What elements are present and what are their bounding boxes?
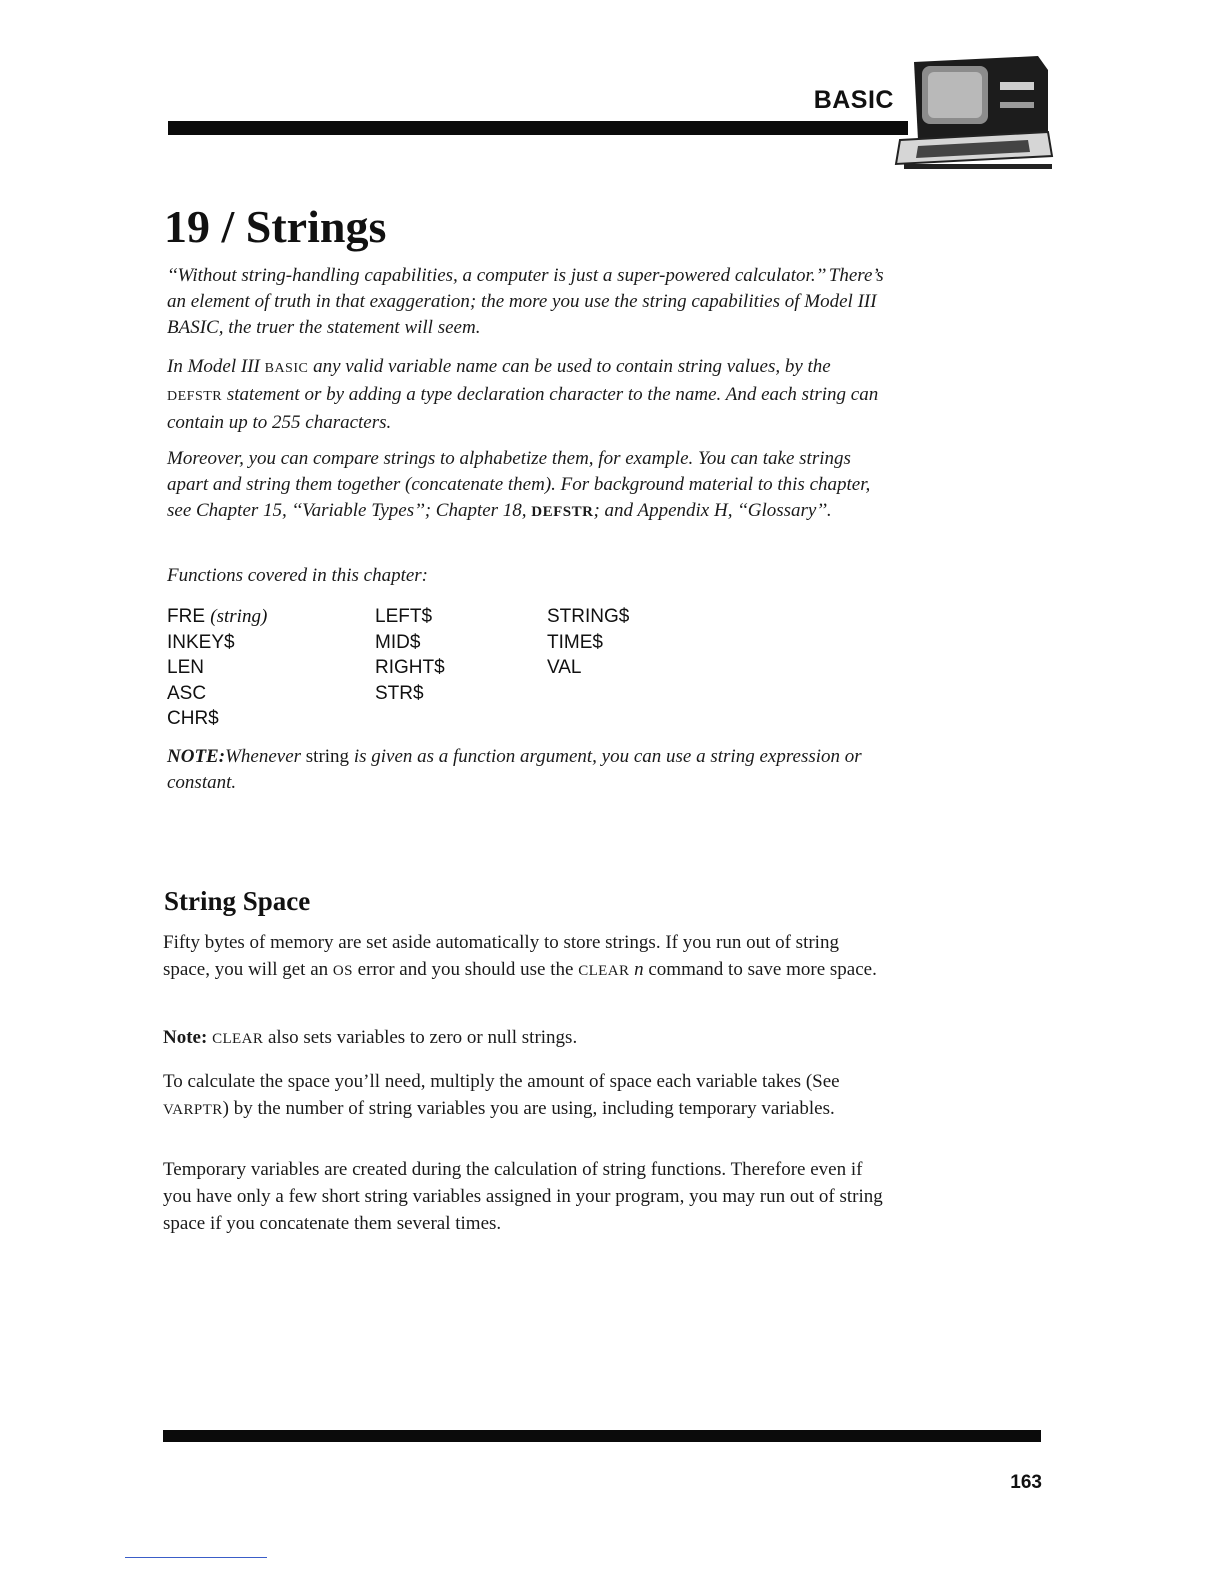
function-item: MID$ xyxy=(375,631,421,653)
intro-compare-paragraph: Moreover, you can compare strings to alphabetize them, for example. You can take strings apart and string them together (concatenate them). For background material to this chapter, see Chapter 15, ‘‘Variable Types’’; Chapter 18, DEFSTR; and Appendix H, ‘‘Glossary’’. xyxy=(167,448,871,521)
note-paragraph: NOTE:Whenever string is given as a function argument, you can use a string expression or constant. xyxy=(167,746,862,793)
function-item: RIGHT$ xyxy=(375,657,445,678)
function-item: STR$ xyxy=(375,682,424,704)
functions-column-1 xyxy=(167,604,347,732)
page-number: 163 xyxy=(1010,1472,1042,1493)
temporary-variables-paragraph: Temporary variables are created during the calculation of string functions. Therefore even if you have only a few short string variables assigned in your program, you may run out of string space if you concatenate them several times. xyxy=(163,1159,883,1234)
calculate-space-paragraph: To calculate the space you’ll need, multiply the amount of space each variable takes (See VARPTR) by the number of string variables you are using, including temporary variables. xyxy=(163,1071,840,1119)
function-item: INKEY$ xyxy=(167,631,235,653)
computer-illustration xyxy=(888,52,1060,176)
clear-note-paragraph: Note: CLEAR also sets variables to zero or null strings. xyxy=(163,1027,578,1048)
function-item: FRE (string) xyxy=(167,606,268,627)
function-item: TIME$ xyxy=(547,631,603,653)
intro-quote-paragraph: ‘‘Without string-handling capabilities, a computer is just a super-powered calculator.’’ There’s an element of truth in that exaggeration; the more you use the string capabilities of Model III BASIC, the truer the statement will seem. xyxy=(167,265,884,338)
footer-rule xyxy=(163,1430,1041,1442)
section-label: BASIC xyxy=(813,86,894,114)
function-item: CHR$ xyxy=(167,708,219,729)
function-item: LEFT$ xyxy=(375,606,433,627)
section-title: String Space xyxy=(164,886,311,916)
chapter-title: 19 / Strings xyxy=(164,201,387,252)
divider-line xyxy=(125,1557,267,1558)
header-rule xyxy=(168,121,908,135)
intro-variables-paragraph: In Model III BASIC any valid variable name can be used to contain string values, by the DEFSTR statement or by adding a type declaration character to the name. And each string can contain up to 255 characters. xyxy=(167,356,879,433)
function-item: VAL xyxy=(547,657,582,678)
functions-column-2 xyxy=(375,604,555,706)
string-space-paragraph: Fifty bytes of memory are set aside automatically to store strings. If you run out of string space, you will get an OS error and you should use the CLEAR n command to save more space. xyxy=(163,932,877,980)
functions-label: Functions covered in this chapter: xyxy=(167,565,429,586)
function-item: STRING$ xyxy=(547,606,630,627)
function-item: LEN xyxy=(167,657,204,678)
functions-column-3 xyxy=(547,604,727,681)
function-item: ASC xyxy=(167,682,207,704)
